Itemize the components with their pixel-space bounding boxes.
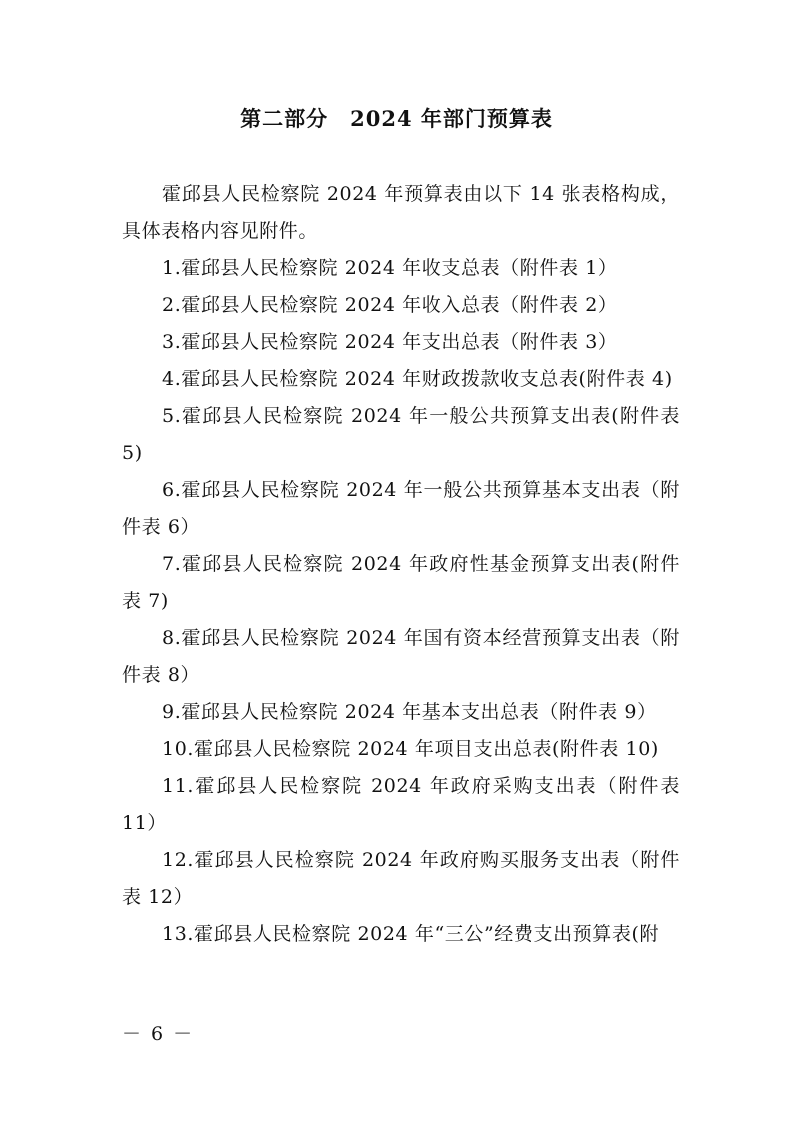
list-item: 7.霍邱县人民检察院 2024 年政府性基金预算支出表(附件表 7) — [122, 553, 680, 612]
list-item: 9.霍邱县人民检察院 2024 年基本支出总表（附件表 9） — [162, 701, 657, 723]
list-item: 1.霍邱县人民检察院 2024 年收支总表（附件表 1） — [162, 257, 618, 279]
list-item: 6.霍邱县人民检察院 2024 年一般公共预算基本支出表（附件表 6） — [122, 479, 680, 538]
list-item: 2.霍邱县人民检察院 2024 年收入总表（附件表 2） — [162, 294, 618, 316]
section-title: 第二部分 2024 年部门预算表 — [240, 106, 553, 131]
list-item: 12.霍邱县人民检察院 2024 年政府购买服务支出表（附件表 12） — [122, 849, 680, 908]
table-list — [122, 250, 680, 953]
page-number: － 6 － — [122, 1023, 195, 1045]
list-item: 8.霍邱县人民检察院 2024 年国有资本经营预算支出表（附件表 8） — [122, 627, 680, 686]
list-item: 4.霍邱县人民检察院 2024 年财政拨款收支总表(附件表 4) — [162, 368, 673, 390]
intro-paragraph: 霍邱县人民检察院 2024 年预算表由以下 14 张表格构成，具体表格内容见附件。 — [122, 183, 680, 242]
list-item: 3.霍邱县人民检察院 2024 年支出总表（附件表 3） — [162, 331, 618, 353]
list-item: 13.霍邱县人民检察院 2024 年“三公”经费支出预算表(附 — [162, 923, 660, 945]
document-body — [122, 176, 680, 953]
list-item: 5.霍邱县人民检察院 2024 年一般公共预算支出表(附件表 5) — [122, 405, 680, 464]
list-item: 11.霍邱县人民检察院 2024 年政府采购支出表（附件表 11） — [122, 775, 680, 834]
list-item: 10.霍邱县人民检察院 2024 年项目支出总表(附件表 10) — [162, 738, 659, 760]
